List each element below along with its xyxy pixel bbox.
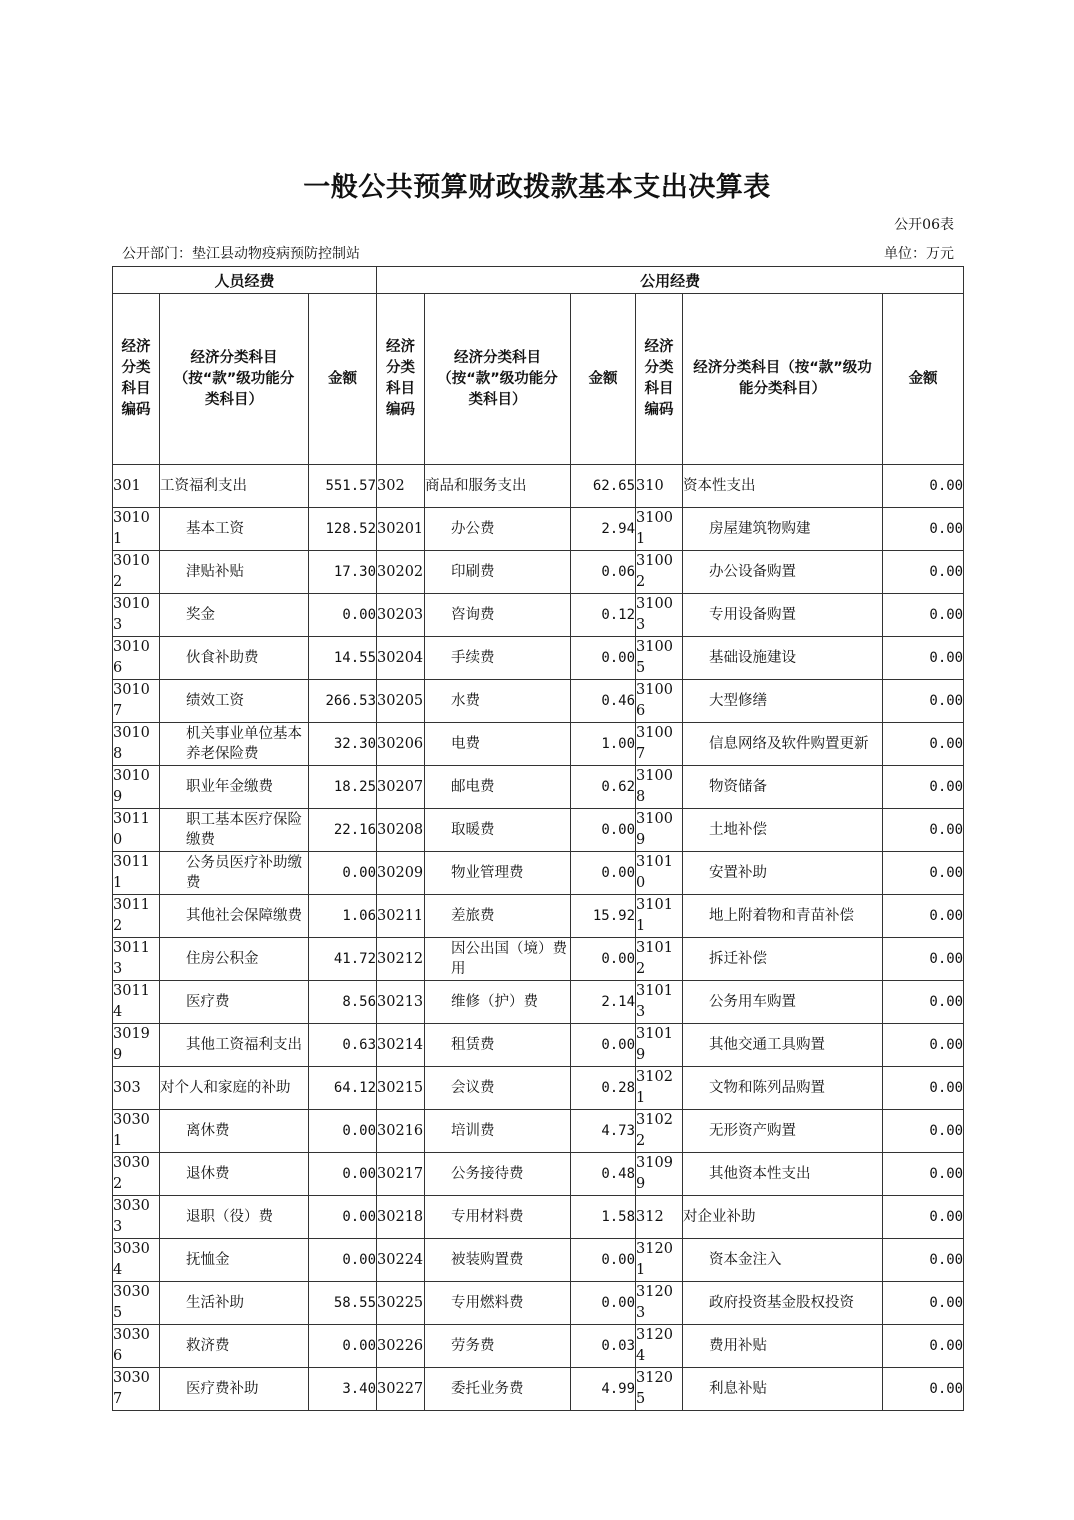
row-name: 因公出国（境）费用 — [425, 938, 571, 981]
row-name: 土地补偿 — [683, 809, 883, 852]
col-amount-header: 金额 — [883, 294, 964, 465]
row-name: 印刷费 — [425, 551, 571, 594]
row-name: 职工基本医疗保险缴费 — [160, 809, 309, 852]
row-amount: 0.00 — [883, 1196, 964, 1239]
row-code: 31205 — [636, 1368, 683, 1411]
row-code: 30109 — [113, 766, 160, 809]
table-row — [113, 981, 964, 1024]
row-code: 31099 — [636, 1153, 683, 1196]
row-amount: 0.00 — [883, 1153, 964, 1196]
row-code: 30209 — [377, 852, 425, 895]
table-row — [113, 637, 964, 680]
row-amount: 0.00 — [571, 852, 636, 895]
row-name: 伙食补助费 — [160, 637, 309, 680]
row-name: 医疗费 — [160, 981, 309, 1024]
row-name: 物业管理费 — [425, 852, 571, 895]
row-name: 费用补贴 — [683, 1325, 883, 1368]
row-name: 对个人和家庭的补助 — [160, 1067, 309, 1110]
row-code: 30107 — [113, 680, 160, 723]
row-amount: 0.00 — [571, 1239, 636, 1282]
row-name: 住房公积金 — [160, 938, 309, 981]
row-amount: 0.00 — [883, 1024, 964, 1067]
row-name: 专用材料费 — [425, 1196, 571, 1239]
row-amount: 0.00 — [571, 938, 636, 981]
row-amount: 22.16 — [309, 809, 377, 852]
row-code: 30216 — [377, 1110, 425, 1153]
row-amount: 0.00 — [571, 1282, 636, 1325]
row-amount: 1.00 — [571, 723, 636, 766]
table-row — [113, 809, 964, 852]
row-code: 31011 — [636, 895, 683, 938]
row-name: 其他工资福利支出 — [160, 1024, 309, 1067]
row-name: 医疗费补助 — [160, 1368, 309, 1411]
row-amount: 0.06 — [571, 551, 636, 594]
row-code: 30108 — [113, 723, 160, 766]
row-amount: 0.28 — [571, 1067, 636, 1110]
table-row — [113, 852, 964, 895]
row-amount: 4.99 — [571, 1368, 636, 1411]
row-name: 差旅费 — [425, 895, 571, 938]
row-code: 30218 — [377, 1196, 425, 1239]
row-code: 31003 — [636, 594, 683, 637]
row-name: 资本金注入 — [683, 1239, 883, 1282]
row-code: 30304 — [113, 1239, 160, 1282]
col-name-header: 经济分类科目（按“款”级功能分类科目） — [683, 294, 883, 465]
table-row — [113, 1110, 964, 1153]
row-code: 30303 — [113, 1196, 160, 1239]
row-code: 31006 — [636, 680, 683, 723]
table-row — [113, 680, 964, 723]
row-name: 退休费 — [160, 1153, 309, 1196]
row-code: 31009 — [636, 809, 683, 852]
row-code: 30225 — [377, 1282, 425, 1325]
row-amount: 0.00 — [883, 551, 964, 594]
row-amount: 17.30 — [309, 551, 377, 594]
row-name: 委托业务费 — [425, 1368, 571, 1411]
row-code: 31022 — [636, 1110, 683, 1153]
row-amount: 128.52 — [309, 508, 377, 551]
row-amount: 41.72 — [309, 938, 377, 981]
form-number: 公开06表 — [894, 217, 954, 233]
row-amount: 0.00 — [571, 809, 636, 852]
table-row — [113, 1325, 964, 1368]
row-code: 30111 — [113, 852, 160, 895]
row-name: 公务员医疗补助缴费 — [160, 852, 309, 895]
row-name: 维修（护）费 — [425, 981, 571, 1024]
row-amount: 0.00 — [309, 1196, 377, 1239]
row-code: 30213 — [377, 981, 425, 1024]
table-row — [113, 1153, 964, 1196]
row-amount: 2.14 — [571, 981, 636, 1024]
row-name: 地上附着物和青苗补偿 — [683, 895, 883, 938]
row-code: 30106 — [113, 637, 160, 680]
row-name: 商品和服务支出 — [425, 465, 571, 508]
row-name: 劳务费 — [425, 1325, 571, 1368]
row-code: 30307 — [113, 1368, 160, 1411]
row-amount: 266.53 — [309, 680, 377, 723]
row-name: 公务接待费 — [425, 1153, 571, 1196]
row-code: 310 — [636, 465, 683, 508]
row-code: 302 — [377, 465, 425, 508]
row-amount: 3.40 — [309, 1368, 377, 1411]
row-name: 邮电费 — [425, 766, 571, 809]
row-amount: 0.46 — [571, 680, 636, 723]
row-amount: 8.56 — [309, 981, 377, 1024]
row-amount: 0.62 — [571, 766, 636, 809]
row-amount: 0.03 — [571, 1325, 636, 1368]
unit-label: 单位：万元 — [884, 246, 954, 262]
table-row — [113, 1067, 964, 1110]
row-code: 30217 — [377, 1153, 425, 1196]
row-amount: 0.00 — [309, 1153, 377, 1196]
row-amount: 0.00 — [309, 1325, 377, 1368]
row-code: 30103 — [113, 594, 160, 637]
row-amount: 2.94 — [571, 508, 636, 551]
row-code: 30215 — [377, 1067, 425, 1110]
row-name: 救济费 — [160, 1325, 309, 1368]
table-row — [113, 1368, 964, 1411]
row-name: 其他资本性支出 — [683, 1153, 883, 1196]
row-name: 机关事业单位基本养老保险费 — [160, 723, 309, 766]
row-amount: 0.00 — [571, 1024, 636, 1067]
row-name: 安置补助 — [683, 852, 883, 895]
row-code: 31005 — [636, 637, 683, 680]
row-name: 办公设备购置 — [683, 551, 883, 594]
row-amount: 0.00 — [883, 1067, 964, 1110]
row-amount: 58.55 — [309, 1282, 377, 1325]
row-code: 30102 — [113, 551, 160, 594]
row-amount: 0.00 — [571, 637, 636, 680]
table-row — [113, 1282, 964, 1325]
table-row — [113, 1196, 964, 1239]
row-code: 30226 — [377, 1325, 425, 1368]
row-name: 生活补助 — [160, 1282, 309, 1325]
row-code: 31008 — [636, 766, 683, 809]
row-name: 会议费 — [425, 1067, 571, 1110]
row-name: 公务用车购置 — [683, 981, 883, 1024]
col-amount-header: 金额 — [571, 294, 636, 465]
row-code: 30301 — [113, 1110, 160, 1153]
row-amount: 0.48 — [571, 1153, 636, 1196]
row-name: 基本工资 — [160, 508, 309, 551]
row-amount: 0.12 — [571, 594, 636, 637]
row-name: 办公费 — [425, 508, 571, 551]
row-name: 奖金 — [160, 594, 309, 637]
row-name: 绩效工资 — [160, 680, 309, 723]
row-code: 30306 — [113, 1325, 160, 1368]
row-amount: 4.73 — [571, 1110, 636, 1153]
row-amount: 18.25 — [309, 766, 377, 809]
page-title: 一般公共预算财政拨款基本支出决算表 — [303, 172, 771, 203]
row-amount: 0.00 — [309, 1110, 377, 1153]
row-name: 被装购置费 — [425, 1239, 571, 1282]
row-amount: 0.00 — [883, 508, 964, 551]
row-amount: 1.58 — [571, 1196, 636, 1239]
row-name: 培训费 — [425, 1110, 571, 1153]
row-code: 31012 — [636, 938, 683, 981]
row-amount: 0.00 — [883, 1282, 964, 1325]
row-code: 30227 — [377, 1368, 425, 1411]
col-code-header: 经济分类科目编码 — [377, 294, 425, 465]
row-amount: 0.00 — [883, 594, 964, 637]
department-label: 公开部门：垫江县动物疫病预防控制站 — [122, 246, 360, 262]
row-name: 房屋建筑物购建 — [683, 508, 883, 551]
row-code: 303 — [113, 1067, 160, 1110]
row-amount: 0.00 — [309, 1239, 377, 1282]
row-name: 职业年金缴费 — [160, 766, 309, 809]
section-personnel-header: 人员经费 — [113, 267, 377, 294]
row-name: 利息补贴 — [683, 1368, 883, 1411]
row-amount: 0.00 — [883, 637, 964, 680]
row-code: 30205 — [377, 680, 425, 723]
row-name: 政府投资基金股权投资 — [683, 1282, 883, 1325]
row-code: 312 — [636, 1196, 683, 1239]
row-code: 301 — [113, 465, 160, 508]
row-name: 抚恤金 — [160, 1239, 309, 1282]
row-amount: 0.00 — [883, 809, 964, 852]
row-name: 资本性支出 — [683, 465, 883, 508]
row-code: 30305 — [113, 1282, 160, 1325]
row-name: 工资福利支出 — [160, 465, 309, 508]
row-code: 31010 — [636, 852, 683, 895]
row-code: 31007 — [636, 723, 683, 766]
row-name: 大型修缮 — [683, 680, 883, 723]
row-code: 30302 — [113, 1153, 160, 1196]
col-name-header: 经济分类科目（按“款”级功能分类科目） — [425, 294, 571, 465]
table-row — [113, 938, 964, 981]
table-row — [113, 551, 964, 594]
row-amount: 0.00 — [883, 1368, 964, 1411]
row-amount: 0.00 — [883, 938, 964, 981]
row-code: 30206 — [377, 723, 425, 766]
row-name: 电费 — [425, 723, 571, 766]
row-name: 文物和陈列品购置 — [683, 1067, 883, 1110]
row-amount: 0.00 — [883, 981, 964, 1024]
row-code: 30212 — [377, 938, 425, 981]
row-name: 其他社会保障缴费 — [160, 895, 309, 938]
row-name: 咨询费 — [425, 594, 571, 637]
row-name: 基础设施建设 — [683, 637, 883, 680]
row-name: 租赁费 — [425, 1024, 571, 1067]
row-amount: 0.00 — [883, 465, 964, 508]
row-code: 30214 — [377, 1024, 425, 1067]
row-name: 对企业补助 — [683, 1196, 883, 1239]
table-row — [113, 1239, 964, 1282]
table-row — [113, 594, 964, 637]
row-code: 30112 — [113, 895, 160, 938]
row-amount: 64.12 — [309, 1067, 377, 1110]
row-amount: 0.00 — [309, 594, 377, 637]
row-name: 手续费 — [425, 637, 571, 680]
row-amount: 15.92 — [571, 895, 636, 938]
row-code: 31021 — [636, 1067, 683, 1110]
row-code: 30204 — [377, 637, 425, 680]
row-amount: 0.00 — [883, 1239, 964, 1282]
section-public-header: 公用经费 — [377, 267, 964, 294]
row-name: 取暖费 — [425, 809, 571, 852]
row-amount: 0.00 — [883, 723, 964, 766]
row-code: 30224 — [377, 1239, 425, 1282]
row-code: 30114 — [113, 981, 160, 1024]
col-name-header: 经济分类科目（按“款”级功能分类科目） — [160, 294, 309, 465]
row-code: 30211 — [377, 895, 425, 938]
table-row — [113, 766, 964, 809]
row-name: 离休费 — [160, 1110, 309, 1153]
row-name: 物资储备 — [683, 766, 883, 809]
row-code: 30113 — [113, 938, 160, 981]
row-code: 30202 — [377, 551, 425, 594]
row-code: 30201 — [377, 508, 425, 551]
row-amount: 0.00 — [883, 680, 964, 723]
row-amount: 62.65 — [571, 465, 636, 508]
row-amount: 0.00 — [883, 766, 964, 809]
row-amount: 0.00 — [883, 852, 964, 895]
row-code: 30207 — [377, 766, 425, 809]
row-name: 无形资产购置 — [683, 1110, 883, 1153]
row-code: 31204 — [636, 1325, 683, 1368]
row-name: 退职（役）费 — [160, 1196, 309, 1239]
row-name: 专用燃料费 — [425, 1282, 571, 1325]
row-amount: 0.63 — [309, 1024, 377, 1067]
row-code: 31201 — [636, 1239, 683, 1282]
row-amount: 32.30 — [309, 723, 377, 766]
row-name: 专用设备购置 — [683, 594, 883, 637]
col-code-header: 经济分类科目编码 — [113, 294, 160, 465]
col-amount-header: 金额 — [309, 294, 377, 465]
row-amount: 0.00 — [883, 895, 964, 938]
table-row — [113, 508, 964, 551]
row-name: 信息网络及软件购置更新 — [683, 723, 883, 766]
row-code: 31203 — [636, 1282, 683, 1325]
table-row — [113, 1024, 964, 1067]
row-amount: 1.06 — [309, 895, 377, 938]
table-row — [113, 895, 964, 938]
row-code: 30208 — [377, 809, 425, 852]
row-code: 30203 — [377, 594, 425, 637]
col-code-header: 经济分类科目编码 — [636, 294, 683, 465]
row-amount: 0.00 — [309, 852, 377, 895]
row-code: 30110 — [113, 809, 160, 852]
row-amount: 551.57 — [309, 465, 377, 508]
table-row — [113, 465, 964, 508]
row-code: 31001 — [636, 508, 683, 551]
row-code: 31019 — [636, 1024, 683, 1067]
row-name: 津贴补贴 — [160, 551, 309, 594]
row-code: 30199 — [113, 1024, 160, 1067]
row-name: 拆迁补偿 — [683, 938, 883, 981]
row-name: 其他交通工具购置 — [683, 1024, 883, 1067]
expenditure-table — [112, 266, 964, 1411]
row-name: 水费 — [425, 680, 571, 723]
row-code: 30101 — [113, 508, 160, 551]
row-code: 31002 — [636, 551, 683, 594]
row-amount: 14.55 — [309, 637, 377, 680]
row-amount: 0.00 — [883, 1110, 964, 1153]
table-row — [113, 723, 964, 766]
row-code: 31013 — [636, 981, 683, 1024]
row-amount: 0.00 — [883, 1325, 964, 1368]
